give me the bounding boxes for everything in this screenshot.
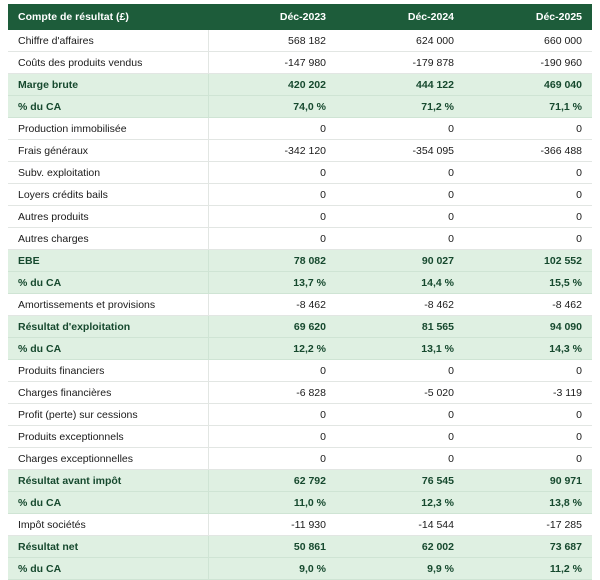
- row-value: 0: [464, 206, 592, 228]
- table-row: [8, 74, 592, 96]
- table-row: [8, 294, 592, 316]
- row-value: 0: [336, 228, 464, 250]
- table-row: [8, 558, 592, 580]
- row-value: 73 687: [464, 536, 592, 558]
- table-row: [8, 96, 592, 118]
- row-label: Résultat net: [8, 536, 208, 558]
- row-label: Frais généraux: [8, 140, 208, 162]
- table-row: [8, 140, 592, 162]
- row-value: 0: [336, 162, 464, 184]
- column-header-0: Déc-2023: [208, 4, 336, 30]
- row-value: -11 930: [208, 514, 336, 536]
- row-value: 0: [336, 360, 464, 382]
- row-value: 12,3 %: [336, 492, 464, 514]
- row-value: 0: [336, 184, 464, 206]
- row-label: Production immobilisée: [8, 118, 208, 140]
- table-title: Compte de résultat (£): [8, 4, 208, 30]
- row-value: 74,0 %: [208, 96, 336, 118]
- row-value: 15,5 %: [464, 272, 592, 294]
- row-value: -14 544: [336, 514, 464, 536]
- column-header-1: Déc-2024: [336, 4, 464, 30]
- header-row: [8, 4, 592, 30]
- row-value: 0: [464, 184, 592, 206]
- row-label: % du CA: [8, 338, 208, 360]
- row-value: 13,7 %: [208, 272, 336, 294]
- row-value: 14,3 %: [464, 338, 592, 360]
- table-row: [8, 536, 592, 558]
- row-label: Coûts des produits vendus: [8, 52, 208, 74]
- row-value: 0: [336, 426, 464, 448]
- row-value: 444 122: [336, 74, 464, 96]
- row-value: 624 000: [336, 30, 464, 52]
- column-header-2: Déc-2025: [464, 4, 592, 30]
- row-value: 9,0 %: [208, 558, 336, 580]
- income-statement-table: [8, 4, 592, 580]
- row-label: Amortissements et provisions: [8, 294, 208, 316]
- table-body: [8, 30, 592, 580]
- row-value: 62 002: [336, 536, 464, 558]
- row-value: 0: [336, 448, 464, 470]
- row-value: 12,2 %: [208, 338, 336, 360]
- row-label: EBE: [8, 250, 208, 272]
- row-value: -342 120: [208, 140, 336, 162]
- row-value: 568 182: [208, 30, 336, 52]
- row-label: Résultat avant impôt: [8, 470, 208, 492]
- row-value: 0: [208, 360, 336, 382]
- row-value: -8 462: [464, 294, 592, 316]
- row-value: 469 040: [464, 74, 592, 96]
- row-value: 0: [464, 162, 592, 184]
- row-value: 13,8 %: [464, 492, 592, 514]
- table-row: [8, 360, 592, 382]
- row-value: -366 488: [464, 140, 592, 162]
- row-label: Produits exceptionnels: [8, 426, 208, 448]
- row-value: 62 792: [208, 470, 336, 492]
- row-label: Résultat d'exploitation: [8, 316, 208, 338]
- row-value: 11,0 %: [208, 492, 336, 514]
- row-value: 0: [464, 404, 592, 426]
- row-value: 0: [208, 448, 336, 470]
- row-value: 0: [208, 162, 336, 184]
- row-label: Produits financiers: [8, 360, 208, 382]
- row-value: 0: [336, 404, 464, 426]
- row-value: 0: [208, 184, 336, 206]
- table-row: [8, 30, 592, 52]
- row-value: 90 971: [464, 470, 592, 492]
- row-label: % du CA: [8, 558, 208, 580]
- row-label: Impôt sociétés: [8, 514, 208, 536]
- table-row: [8, 228, 592, 250]
- row-value: -8 462: [208, 294, 336, 316]
- table-header: [8, 4, 592, 30]
- row-value: 0: [208, 426, 336, 448]
- row-value: 0: [464, 426, 592, 448]
- row-value: 9,9 %: [336, 558, 464, 580]
- row-value: 90 027: [336, 250, 464, 272]
- row-value: -179 878: [336, 52, 464, 74]
- table-row: [8, 426, 592, 448]
- row-value: 71,2 %: [336, 96, 464, 118]
- row-value: 0: [208, 404, 336, 426]
- table-row: [8, 404, 592, 426]
- table-row: [8, 272, 592, 294]
- row-value: 0: [464, 228, 592, 250]
- row-label: Marge brute: [8, 74, 208, 96]
- row-value: 69 620: [208, 316, 336, 338]
- table-row: [8, 206, 592, 228]
- table-row: [8, 382, 592, 404]
- row-value: -8 462: [336, 294, 464, 316]
- table-row: [8, 470, 592, 492]
- row-value: 0: [336, 206, 464, 228]
- row-value: -17 285: [464, 514, 592, 536]
- row-label: Chiffre d'affaires: [8, 30, 208, 52]
- row-label: % du CA: [8, 96, 208, 118]
- row-value: 11,2 %: [464, 558, 592, 580]
- table-row: [8, 118, 592, 140]
- row-value: 0: [208, 118, 336, 140]
- row-value: 0: [208, 228, 336, 250]
- row-value: -147 980: [208, 52, 336, 74]
- row-value: 0: [464, 448, 592, 470]
- row-value: 94 090: [464, 316, 592, 338]
- table-row: [8, 338, 592, 360]
- row-value: 420 202: [208, 74, 336, 96]
- row-label: Autres charges: [8, 228, 208, 250]
- table-row: [8, 250, 592, 272]
- row-value: -3 119: [464, 382, 592, 404]
- row-value: -6 828: [208, 382, 336, 404]
- row-value: 13,1 %: [336, 338, 464, 360]
- table-row: [8, 184, 592, 206]
- table-row: [8, 492, 592, 514]
- row-value: 50 861: [208, 536, 336, 558]
- row-value: 0: [464, 360, 592, 382]
- row-value: 660 000: [464, 30, 592, 52]
- row-label: Autres produits: [8, 206, 208, 228]
- row-value: 81 565: [336, 316, 464, 338]
- table-row: [8, 448, 592, 470]
- row-value: 0: [336, 118, 464, 140]
- table-row: [8, 316, 592, 338]
- row-value: 78 082: [208, 250, 336, 272]
- table-row: [8, 514, 592, 536]
- row-value: 71,1 %: [464, 96, 592, 118]
- row-label: Subv. exploitation: [8, 162, 208, 184]
- row-label: % du CA: [8, 272, 208, 294]
- row-label: Charges exceptionnelles: [8, 448, 208, 470]
- row-value: 0: [208, 206, 336, 228]
- row-value: 102 552: [464, 250, 592, 272]
- row-label: Loyers crédits bails: [8, 184, 208, 206]
- row-value: -354 095: [336, 140, 464, 162]
- table-row: [8, 162, 592, 184]
- row-value: 14,4 %: [336, 272, 464, 294]
- row-value: -190 960: [464, 52, 592, 74]
- row-label: Profit (perte) sur cessions: [8, 404, 208, 426]
- row-value: 76 545: [336, 470, 464, 492]
- row-value: -5 020: [336, 382, 464, 404]
- row-value: 0: [464, 118, 592, 140]
- row-label: % du CA: [8, 492, 208, 514]
- table-row: [8, 52, 592, 74]
- row-label: Charges financières: [8, 382, 208, 404]
